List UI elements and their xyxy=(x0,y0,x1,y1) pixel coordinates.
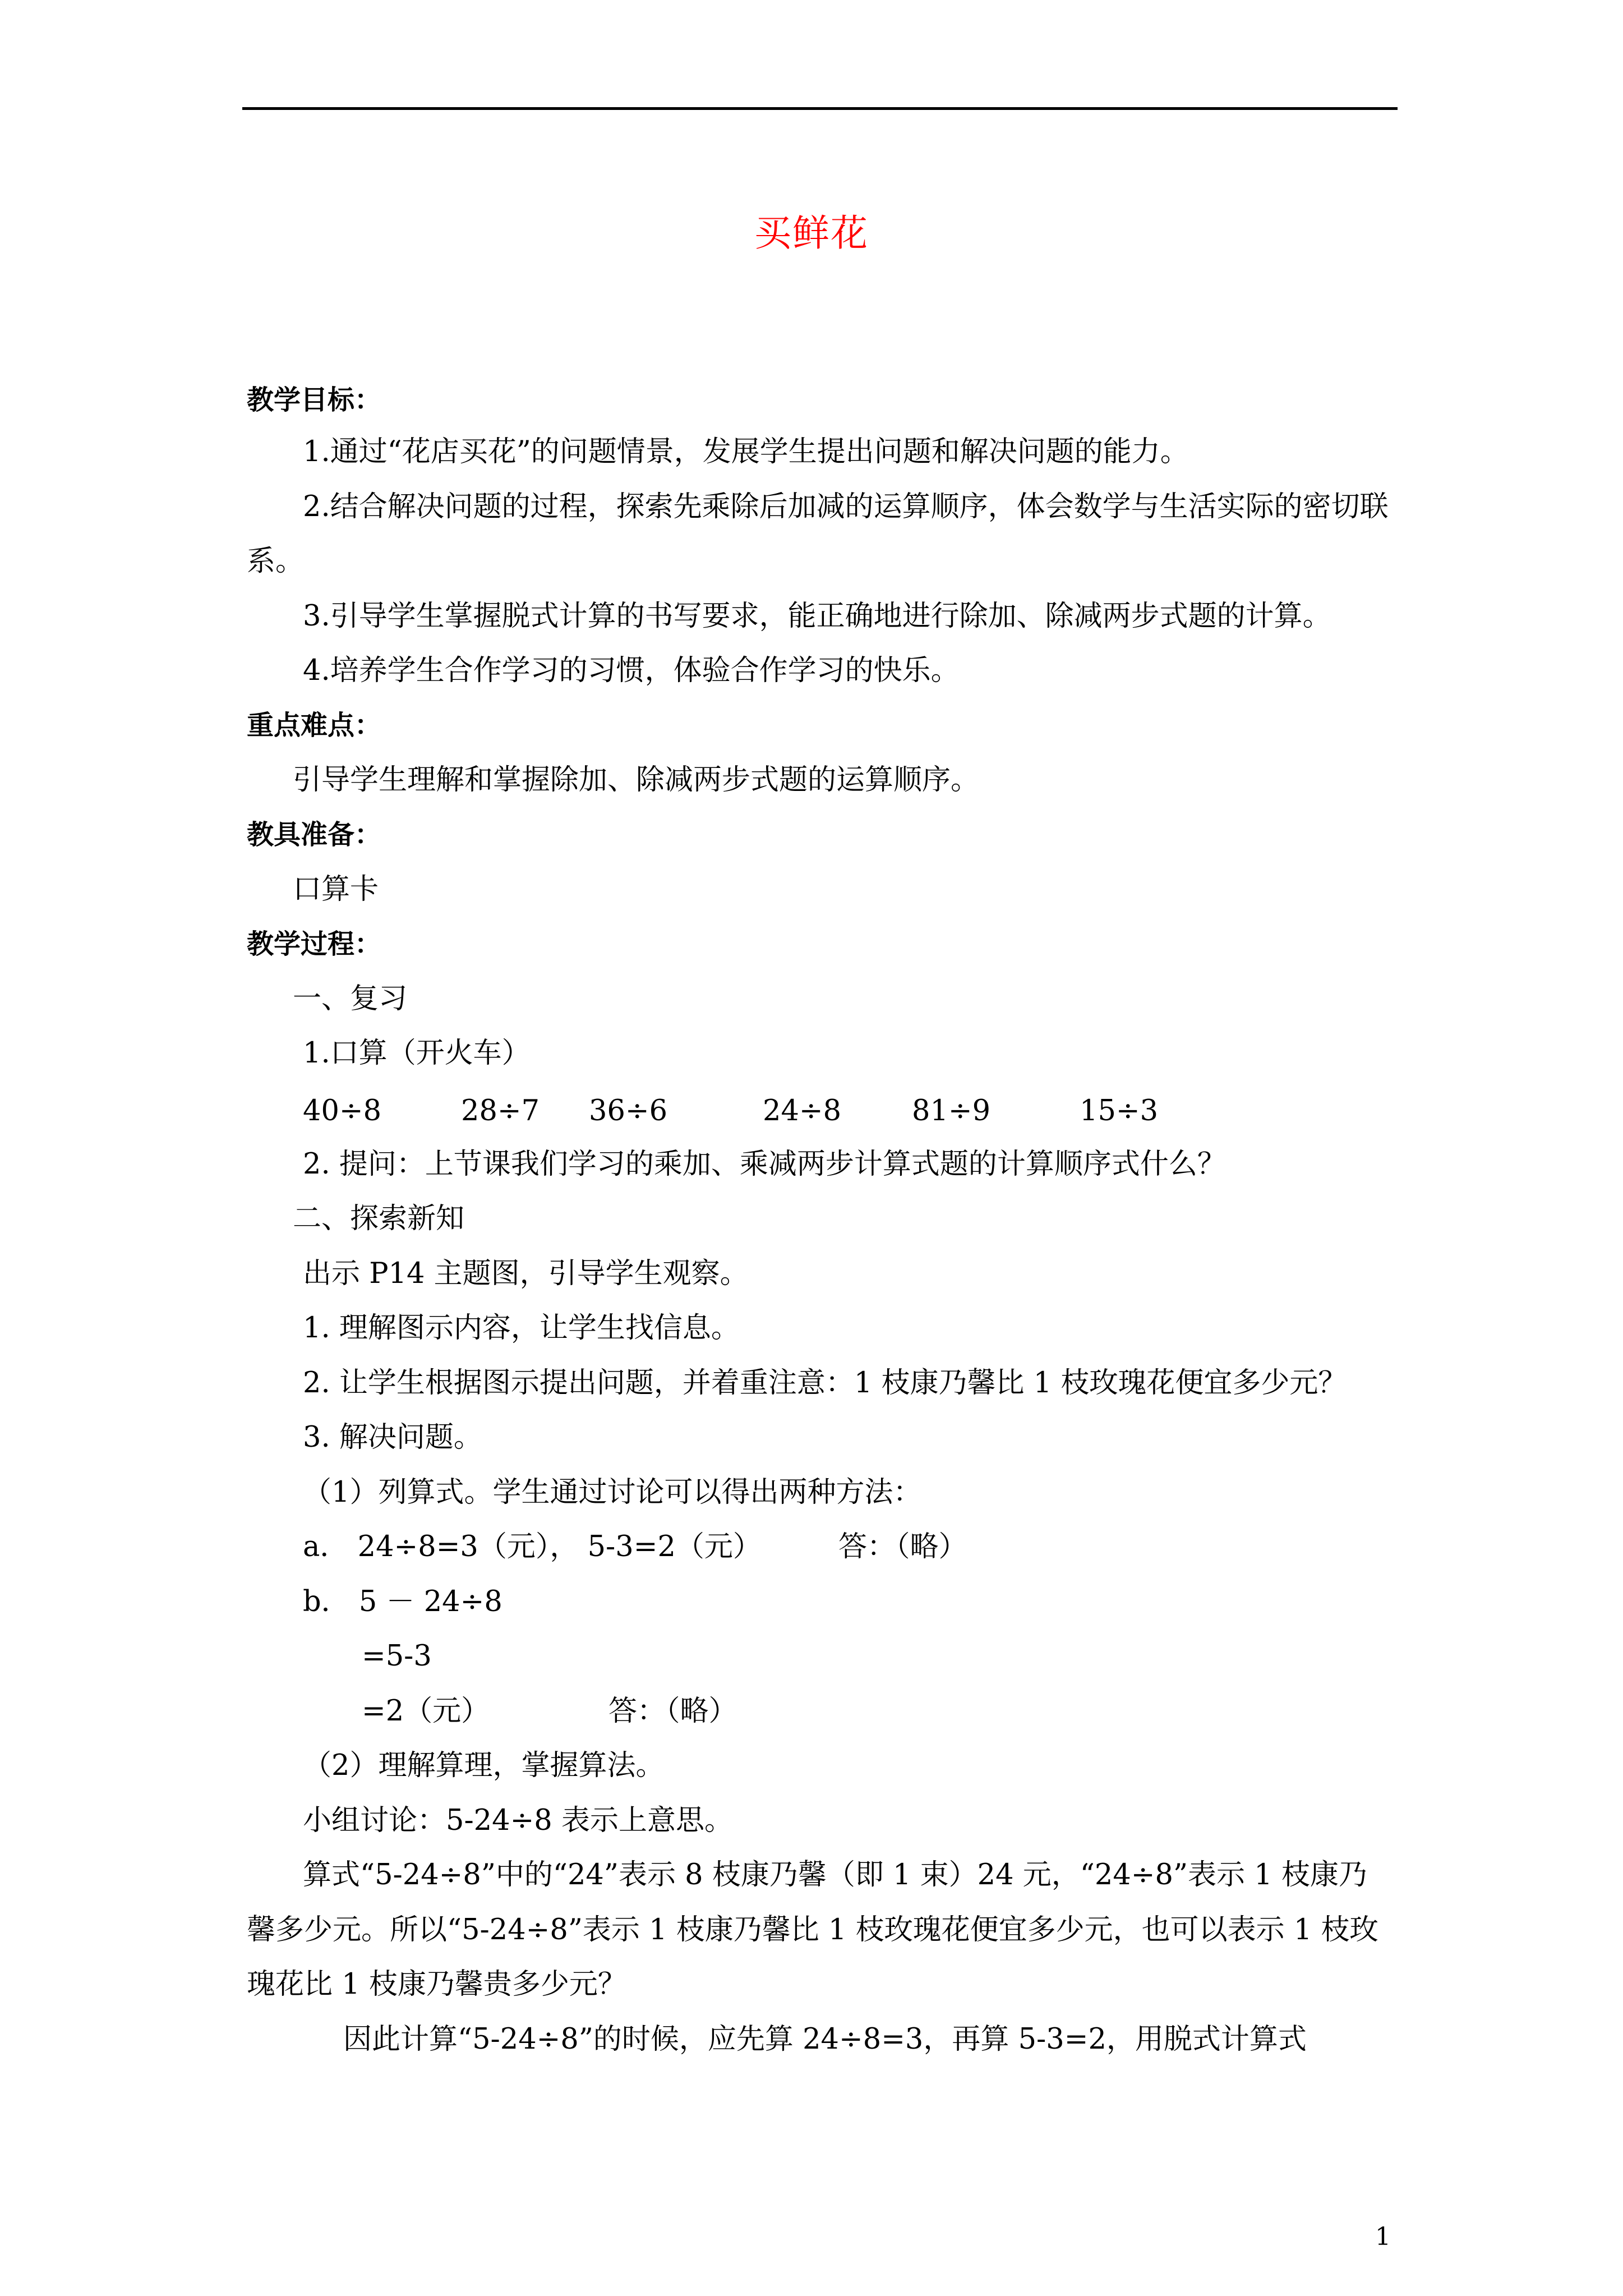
method-b-answer: 答：（略） xyxy=(608,1695,737,1728)
review-item-1: 1.口算（开火车） xyxy=(303,1037,531,1070)
document-title: 买鲜花 xyxy=(754,211,869,255)
method-a-expression: a． 24÷8=3（元）， 5-3=2（元） xyxy=(303,1530,762,1563)
objective-3: 3.引导学生掌握脱式计算的书写要求，能正确地进行除加、除减两步式题的计算。 xyxy=(303,600,1331,633)
explanation-line-1: 算式“5-24÷8”中的“24”表示 8 枝康乃馨（即 1 束）24 元，“24÷8”表示 1 枝康乃 xyxy=(303,1858,1367,1892)
explanation-line-2: 馨多少元。所以“5-24÷8”表示 1 枝康乃馨比 1 枝玫瑰花便宜多少元，也可以表示 1 枝玫 xyxy=(247,1913,1378,1947)
heading-process: 教学过程： xyxy=(247,928,382,960)
materials-text: 口算卡 xyxy=(293,873,379,906)
explore-step-1: 1. 理解图示内容，让学生找信息。 xyxy=(303,1312,740,1345)
objective-2-line2: 系。 xyxy=(247,545,305,578)
explore-sub-1: （1）列算式。学生通过讨论可以得出两种方法： xyxy=(303,1476,922,1509)
mental-math-problem: 36÷6 xyxy=(589,1094,668,1128)
explore-intro: 出示 P14 主题图，引导学生观察。 xyxy=(303,1257,749,1290)
calculation-order-line: 因此计算“5-24÷8”的时候，应先算 24÷8=3，再算 5-3=2，用脱式计算式 xyxy=(343,2023,1307,2056)
explore-step-3: 3. 解决问题。 xyxy=(303,1421,482,1454)
heading-objectives: 教学目标： xyxy=(247,384,382,416)
heading-materials: 教具准备： xyxy=(247,819,382,850)
page-number: 1 xyxy=(1375,2223,1391,2251)
method-b-step-2: =5-3 xyxy=(362,1640,432,1673)
method-b-expression: b． 5 － 24÷8 xyxy=(303,1585,502,1618)
header-rule xyxy=(242,107,1398,110)
objective-2-line1: 2.结合解决问题的过程，探索先乘除后加减的运算顺序，体会数学与生活实际的密切联 xyxy=(303,490,1389,523)
mental-math-problem: 15÷3 xyxy=(1080,1094,1159,1128)
review-item-2: 2. 提问：上节课我们学习的乘加、乘减两步计算式题的计算顺序式什么？ xyxy=(303,1148,1226,1181)
mental-math-problem: 40÷8 xyxy=(303,1094,382,1128)
method-b-step-3: =2（元） xyxy=(362,1695,490,1728)
group-discussion: 小组讨论：5-24÷8 表示上意思。 xyxy=(303,1804,733,1837)
method-a-answer: 答：（略） xyxy=(838,1530,967,1563)
explanation-line-3: 瑰花比 1 枝康乃馨贵多少元？ xyxy=(247,1968,626,2001)
explore-heading: 二、探索新知 xyxy=(293,1202,465,1235)
mental-math-problem: 28÷7 xyxy=(461,1094,540,1128)
explore-sub-2: （2）理解算理，掌握算法。 xyxy=(303,1749,665,1782)
heading-key-points: 重点难点： xyxy=(247,710,382,741)
review-heading: 一、复习 xyxy=(293,982,408,1015)
objective-1: 1.通过“花店买花”的问题情景，发展学生提出问题和解决问题的能力。 xyxy=(303,435,1189,468)
mental-math-problem: 24÷8 xyxy=(763,1094,842,1128)
explore-step-2: 2. 让学生根据图示提出问题，并着重注意：1 枝康乃馨比 1 枝玫瑰花便宜多少元？ xyxy=(303,1366,1347,1400)
key-points-text: 引导学生理解和掌握除加、除减两步式题的运算顺序。 xyxy=(293,763,980,797)
mental-math-problem: 81÷9 xyxy=(912,1094,991,1128)
objective-4: 4.培养学生合作学习的习惯，体验合作学习的快乐。 xyxy=(303,654,960,687)
